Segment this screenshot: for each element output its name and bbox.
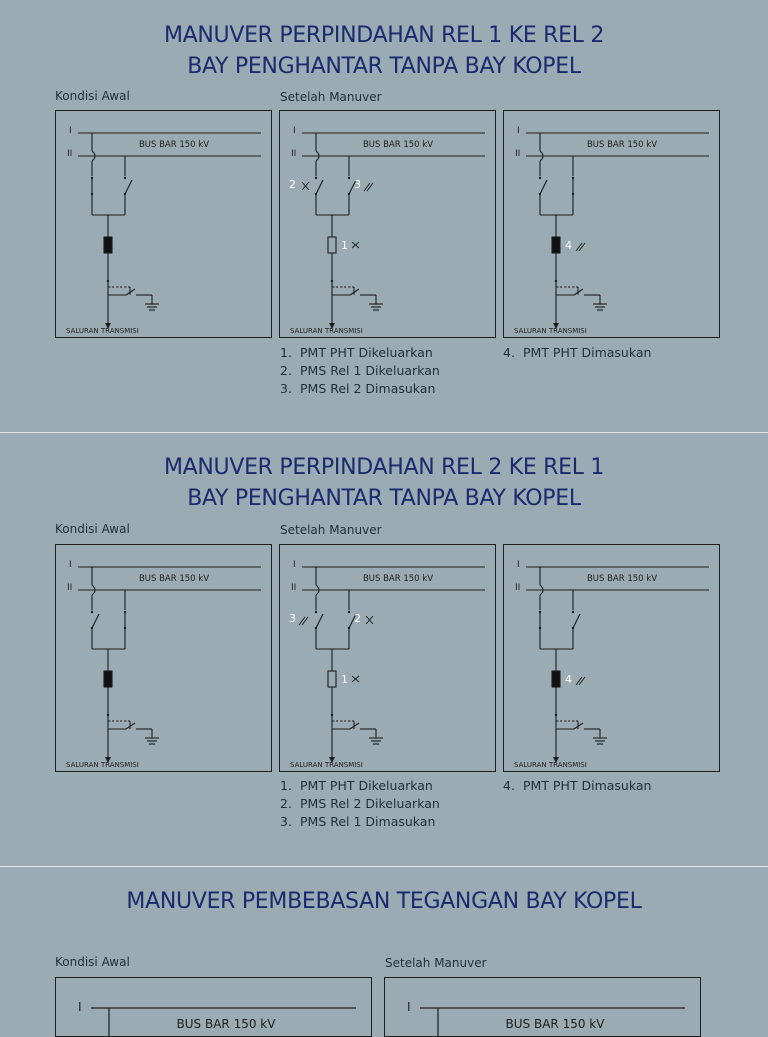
disconnector-rel-1-node (315, 611, 317, 613)
diagram-step-1-3 (279, 544, 496, 772)
step-list-left-1 (280, 344, 440, 398)
step-item: 2. PMS Rel 2 Dikeluarkan (280, 796, 440, 811)
bus-1-label: I (293, 560, 296, 570)
marker-slash (302, 617, 308, 625)
disconnector-rel-1 (316, 180, 323, 194)
step-list-right-1 (503, 344, 651, 362)
single-line-diagram (504, 111, 720, 338)
circuit-breaker-pmt (104, 671, 112, 687)
bus-2-label: II (291, 583, 297, 593)
label-after-maneuver: Setelah Manuver (280, 523, 382, 537)
bus-2-label: II (515, 583, 521, 593)
circuit-breaker-pmt (328, 237, 336, 253)
disconnector-rel-2-node (124, 177, 126, 179)
disconnector-rel-2 (125, 180, 132, 194)
marker-slash (579, 243, 585, 251)
label-after-maneuver: Setelah Manuver (280, 90, 382, 104)
step-list-right-2 (503, 777, 651, 795)
marker-slash (579, 677, 585, 685)
single-line-diagram (385, 978, 701, 1037)
disconnector-rel-1-node (91, 611, 93, 613)
busbar-label: BUS BAR 150 kV (138, 574, 210, 584)
earth-switch-link (556, 715, 578, 721)
earth-switch-link (108, 281, 130, 287)
busbar-label: BUS BAR 150 kV (586, 140, 658, 150)
single-line-diagram (280, 545, 496, 772)
marker-step-4: 4 (565, 239, 572, 252)
section3-title: MANUVER PEMBEBASAN TEGANGAN BAY KOPEL (126, 889, 642, 914)
single-line-diagram (504, 545, 720, 772)
step-item: 1. PMT PHT Dikeluarkan (280, 345, 433, 360)
label-initial-condition: Kondisi Awal (55, 522, 130, 536)
circuit-breaker-pmt (328, 671, 336, 687)
saluran-transmisi-label: SALURAN TRANSMISI (66, 761, 139, 769)
disconnector-rel-1 (540, 180, 547, 194)
diagram-step-4 (503, 544, 720, 772)
step-item: 3. PMS Rel 1 Dimasukan (280, 814, 436, 829)
saluran-transmisi-label: SALURAN TRANSMISI (66, 327, 139, 335)
circuit-breaker-pmt (552, 671, 560, 687)
disconnector-rel-1-node (315, 177, 317, 179)
marker-slash (299, 617, 305, 625)
disconnector-rel-1 (316, 614, 323, 628)
marker-slash (576, 243, 582, 251)
bus-label: I (407, 1000, 411, 1014)
saluran-transmisi-label: SALURAN TRANSMISI (514, 327, 587, 335)
section-divider (0, 432, 768, 433)
disconnector-rel-2 (573, 614, 580, 628)
bus-1-label: I (69, 560, 72, 570)
label-initial-condition: Kondisi Awal (55, 89, 130, 103)
diagram-coupler-initial (55, 977, 372, 1037)
busbar-label: BUS BAR 150 kV (586, 574, 658, 584)
single-line-diagram (280, 111, 496, 338)
step-item: 2. PMS Rel 1 Dikeluarkan (280, 363, 440, 378)
circuit-breaker-pmt (104, 237, 112, 253)
diagram-coupler-after (384, 977, 701, 1037)
marker-slash (576, 677, 582, 685)
saluran-transmisi-label: SALURAN TRANSMISI (290, 327, 363, 335)
marker-step-2: 2 (289, 178, 296, 191)
step-item: 1. PMT PHT Dikeluarkan (280, 778, 433, 793)
disconnector-rel-2-node (572, 611, 574, 613)
diagram-initial-2 (55, 544, 272, 772)
saluran-transmisi-label: SALURAN TRANSMISI (290, 761, 363, 769)
marker-step-1: 1 (341, 673, 348, 686)
single-line-diagram (56, 111, 272, 338)
bus-1-label: I (517, 126, 520, 136)
busbar-label: BUS BAR 150 kV (176, 1017, 276, 1031)
marker-step-4: 4 (565, 673, 572, 686)
step-item: 4. PMT PHT Dimasukan (503, 345, 652, 360)
marker-slash (364, 183, 370, 191)
single-line-diagram (56, 545, 272, 772)
earth-switch-link (556, 281, 578, 287)
busbar-label: BUS BAR 150 kV (362, 574, 434, 584)
step-item: 3. PMS Rel 2 Dimasukan (280, 381, 436, 396)
marker-step-3: 3 (354, 178, 361, 191)
marker-step-2: 3 (289, 612, 296, 625)
busbar-label: BUS BAR 150 kV (362, 140, 434, 150)
label-initial-condition: Kondisi Awal (55, 955, 130, 969)
bus-1-label: I (69, 126, 72, 136)
step-item: 4. PMT PHT Dimasukan (503, 778, 652, 793)
disconnector-rel-1-node (539, 177, 541, 179)
diagram-step-1-3 (279, 110, 496, 338)
diagram-step-4 (503, 110, 720, 338)
bus-1-label: I (517, 560, 520, 570)
disconnector-rel-2-node (348, 177, 350, 179)
marker-step-1: 1 (341, 239, 348, 252)
diagram-initial-1 (55, 110, 272, 338)
single-line-diagram (56, 978, 372, 1037)
circuit-breaker-pmt (552, 237, 560, 253)
step-list-left-2 (280, 777, 440, 831)
marker-step-3: 2 (354, 612, 361, 625)
section2-title: MANUVER PERPINDAHAN REL 2 KE REL 1 BAY PENGHANTAR TANPA BAY KOPEL (163, 455, 605, 511)
bus-2-label: II (515, 149, 521, 159)
busbar-label: BUS BAR 150 kV (505, 1017, 605, 1031)
section1-title: MANUVER PERPINDAHAN REL 1 KE REL 2 BAY PENGHANTAR TANPA BAY KOPEL (163, 23, 605, 79)
earth-switch-link (332, 715, 354, 721)
bus-2-label: II (67, 149, 73, 159)
bus-1-label: I (293, 126, 296, 136)
disconnector-rel-1 (92, 614, 99, 628)
earth-switch-link (332, 281, 354, 287)
earth-switch-link (108, 715, 130, 721)
label-after-maneuver: Setelah Manuver (385, 956, 487, 970)
saluran-transmisi-label: SALURAN TRANSMISI (514, 761, 587, 769)
busbar-label: BUS BAR 150 kV (138, 140, 210, 150)
section-divider (0, 866, 768, 867)
bus-2-label: II (67, 583, 73, 593)
disconnector-rel-2-node (348, 611, 350, 613)
bus-label: I (78, 1000, 82, 1014)
marker-slash (367, 183, 373, 191)
bus-2-label: II (291, 149, 297, 159)
